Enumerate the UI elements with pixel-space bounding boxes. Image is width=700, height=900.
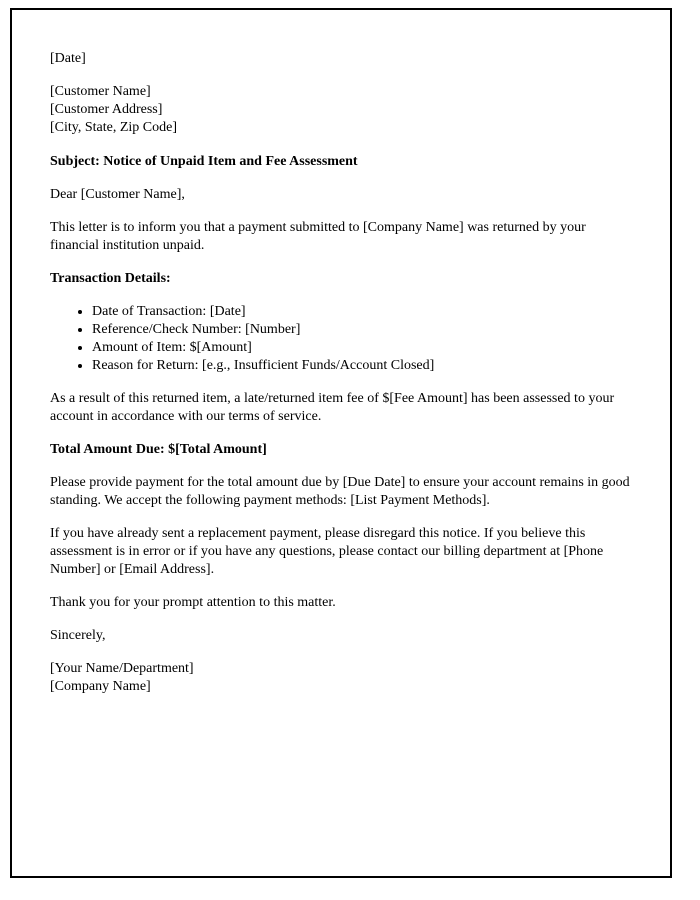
detail-amount-of-item: • Amount of Item: $[Amount] bbox=[92, 339, 632, 357]
transaction-details-list bbox=[50, 303, 632, 375]
recipient-city-state-zip: [City, State, Zip Code] bbox=[50, 120, 178, 135]
disregard-paragraph: If you have already sent a replacement payment, please disregard this notice. If you believe this assessment is in error or if you have any questions, please contact our billing department at [Phone Number] or [Email Address]. bbox=[50, 526, 604, 577]
transaction-details-heading: Transaction Details: bbox=[50, 271, 171, 286]
total-due-line: Total Amount Due: $[Total Amount] bbox=[50, 442, 267, 457]
signature-company: [Company Name] bbox=[50, 679, 151, 694]
salutation: Dear [Customer Name], bbox=[50, 187, 185, 202]
letter-page bbox=[10, 8, 672, 878]
fee-paragraph: As a result of this returned item, a late/returned item fee of $[Fee Amount] has been assessed to your account in accordance with our terms of service. bbox=[50, 391, 615, 424]
recipient-address: [Customer Address] bbox=[50, 102, 163, 117]
closing: Sincerely, bbox=[50, 628, 106, 643]
detail-date-of-transaction: • Date of Transaction: [Date] bbox=[92, 303, 632, 321]
recipient-block bbox=[50, 83, 632, 137]
payment-paragraph: Please provide payment for the total amount due by [Due Date] to ensure your account remains in good standing. We accept the following payment methods: [List Payment Methods]. bbox=[50, 475, 630, 508]
intro-paragraph: This letter is to inform you that a payment submitted to [Company Name] was returned by your financial institution unpaid. bbox=[50, 220, 586, 253]
signature-name-department: [Your Name/Department] bbox=[50, 661, 194, 676]
signature-block bbox=[50, 660, 632, 696]
detail-reference-check-number: • Reference/Check Number: [Number] bbox=[92, 321, 632, 339]
subject-line: Subject: Notice of Unpaid Item and Fee Assessment bbox=[50, 154, 358, 169]
letter-date: [Date] bbox=[50, 51, 86, 66]
detail-reason-for-return: • Reason for Return: [e.g., Insufficient Funds/Account Closed] bbox=[92, 357, 632, 375]
thanks-paragraph: Thank you for your prompt attention to this matter. bbox=[50, 595, 336, 610]
recipient-name: [Customer Name] bbox=[50, 84, 151, 99]
